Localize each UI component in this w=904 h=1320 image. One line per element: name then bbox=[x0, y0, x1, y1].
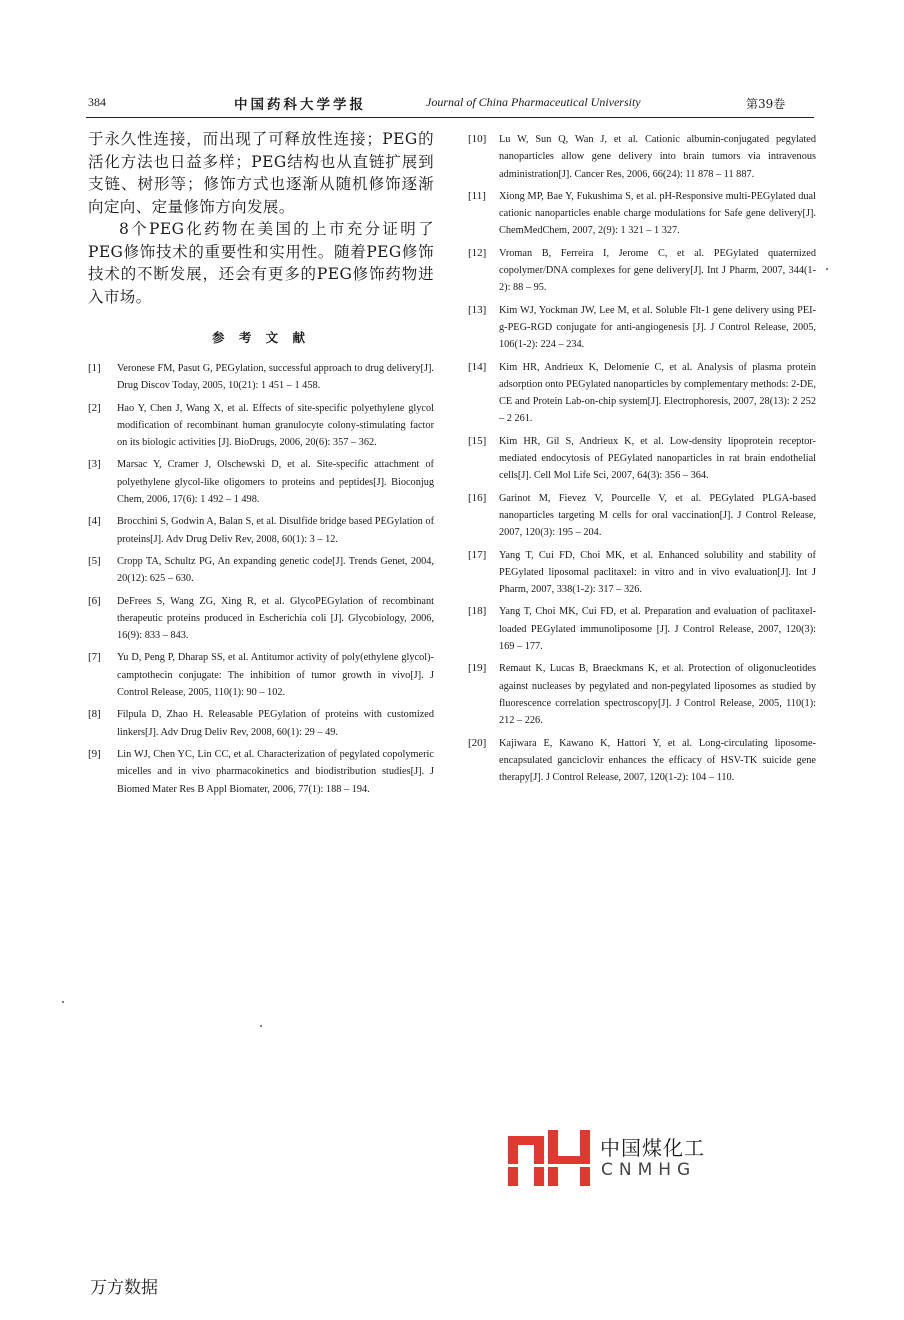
reference-item bbox=[468, 735, 816, 787]
journal-title-en: Journal of China Pharmaceutical University bbox=[426, 95, 641, 109]
reference-item bbox=[88, 400, 434, 452]
reference-number: [16] bbox=[468, 491, 487, 504]
reference-text: Kajiwara E, Kawano K, Hattori Y, et al. Long-circulating liposome-encapsulated ganciclovir enhances the efficacy of HSV-TK suicide gene therapy[J]. J Control Release, 2007, 120(1-2): 104 – 110. bbox=[499, 737, 816, 784]
reference-item bbox=[88, 360, 434, 395]
page-number: 384 bbox=[88, 95, 106, 109]
reference-text: Lin WJ, Chen YC, Lin CC, et al. Characterization of pegylated copolymeric micelles and in vivo pharmacokinetics and biodistribution studies[J]. J Biomed Mater Res B Appl Biomater, 2006, 77(1): 188 – 194. bbox=[117, 748, 434, 795]
reference-number: [2] bbox=[88, 401, 101, 414]
reference-number: [14] bbox=[468, 360, 487, 373]
reference-list-left bbox=[88, 360, 434, 798]
reference-item bbox=[468, 245, 816, 297]
reference-number: [11] bbox=[468, 189, 486, 202]
reference-number: [8] bbox=[88, 708, 101, 721]
reference-number: [5] bbox=[88, 554, 101, 567]
reference-item bbox=[468, 490, 816, 542]
reference-item bbox=[88, 593, 434, 645]
reference-item bbox=[88, 513, 434, 548]
reference-item bbox=[468, 131, 816, 183]
journal-title-cn: 中国药科大学学报 bbox=[234, 97, 366, 113]
reference-list-right bbox=[468, 131, 816, 786]
scan-speck bbox=[260, 1025, 262, 1027]
reference-number: [7] bbox=[88, 651, 101, 664]
reference-text: Veronese FM, Pasut G, PEGylation, successful approach to drug delivery[J]. Drug Discov Today, 2005, 10(21): 1 451 – 1 458. bbox=[117, 363, 434, 392]
scan-speck bbox=[62, 1001, 64, 1003]
wanfang-watermark: 万方数据 bbox=[90, 1278, 158, 1298]
body-paragraph: 8个PEG化药物在美国的上市充分证明了PEG修饰技术的重要性和实用性。随着PEG修饰技术的不断发展，还会有更多的PEG修饰药物进入市场。 bbox=[88, 220, 434, 306]
reference-text: Cropp TA, Schultz PG, An expanding genetic code[J]. Trends Genet, 2004, 20(12): 625 – 630. bbox=[117, 555, 434, 585]
logo-text-cn: 中国煤化工 bbox=[600, 1136, 705, 1160]
reference-text: Yang T, Cui FD, Choi MK, et al. Enhanced solubility and stability of PEGylated liposomal paclitaxel: in vitro and in vivo evaluation[J]. Int J Pharm, 2007, 338(1-2): 317 – 326. bbox=[499, 549, 816, 596]
reference-text: Lu W, Sun Q, Wan J, et al. Cationic albumin-conjugated pegylated nanoparticles allow gene delivery into brain tumors via intravenous administration[J]. Cancer Res, 2006, 66(24): 11 878 – 11 887. bbox=[499, 134, 816, 180]
reference-text: Brocchini S, Godwin A, Balan S, et al. Disulfide bridge based PEGylation of proteins[J]. Adv Drug Deliv Rev, 2008, 60(1): 3 – 12. bbox=[117, 516, 434, 545]
logo-text-en: CNMHG bbox=[601, 1160, 697, 1180]
reference-number: [6] bbox=[88, 594, 101, 607]
references-heading: 参 考 文 献 bbox=[211, 330, 311, 345]
reference-text: Remaut K, Lucas B, Braeckmans K, et al. Protection of oligonucleotides against nucleases by pegylated and non-pegylated liposomes as studied by fluorescence correlation spectroscopy[J]. J Control Release, 2005, 110(1): 212 – 226. bbox=[499, 663, 816, 727]
reference-item bbox=[88, 456, 434, 508]
reference-item bbox=[468, 359, 816, 428]
reference-text: Kim HR, Andrieux K, Delomenie C, et al. Analysis of plasma protein adsorption onto PEGylated nanoparticles by complementary methods: 2-DE, CE and Protein Lab-on-chip system[J]. Electrophoresis, 2007, 28(13): 2 252 – 2 261. bbox=[499, 361, 816, 425]
reference-number: [15] bbox=[468, 434, 487, 447]
reference-number: [17] bbox=[468, 548, 487, 561]
reference-text: Filpula D, Zhao H. Releasable PEGylation of proteins with customized linkers[J]. Adv Drug Deliv Rev, 2008, 60(1): 29 – 49. bbox=[117, 709, 434, 738]
reference-number: [13] bbox=[468, 303, 487, 316]
reference-number: [20] bbox=[468, 736, 487, 749]
scan-speck bbox=[826, 268, 828, 270]
reference-item bbox=[468, 603, 816, 655]
right-column bbox=[468, 131, 816, 791]
left-column bbox=[88, 128, 434, 803]
reference-number: [9] bbox=[88, 747, 101, 760]
reference-item bbox=[88, 746, 434, 798]
reference-text: Vroman B, Ferreira I, Jerome C, et al. PEGylated quaternized copolymer/DNA complexes for gene delivery[J]. Int J Pharm, 2007, 344(1-2): 88 – 95. bbox=[499, 247, 816, 294]
reference-item bbox=[468, 660, 816, 729]
reference-number: [1] bbox=[88, 362, 101, 374]
reference-item bbox=[468, 188, 816, 240]
reference-text: Xiong MP, Bae Y, Fukushima S, et al. pH-Responsive multi-PEGylated dual cationic nanoparticles enable charge modulations for Safe gene delivery[J]. ChemMedChem, 2007, 2(9): 1 321 – 1 327. bbox=[499, 190, 816, 237]
reference-text: Yang T, Choi MK, Cui FD, et al. Preparation and evaluation of paclitaxel-loaded PEGylated immunoliposome [J]. J Control Release, 2007, 120(3): 169 – 177. bbox=[499, 606, 816, 653]
reference-item bbox=[88, 553, 434, 588]
reference-item bbox=[468, 547, 816, 599]
header-divider bbox=[86, 117, 814, 118]
reference-item bbox=[468, 302, 816, 354]
reference-number: [3] bbox=[88, 458, 101, 471]
reference-text: Garinot M, Fievez V, Pourcelle V, et al. PEGylated PLGA-based nanoparticles targeting M cells for oral vaccination[J]. J Control Release, 2007, 120(3): 195 – 204. bbox=[499, 492, 816, 539]
reference-number: [10] bbox=[468, 133, 487, 145]
reference-text: Yu D, Peng P, Dharap SS, et al. Antitumor activity of poly(ethylene glycol)-camptothecin conjugate: The inhibition of tumor growth in vivo[J]. J Control Release, 2005, 110(1): 90 – 102. bbox=[117, 652, 434, 699]
reference-number: [4] bbox=[88, 515, 101, 528]
reference-text: Hao Y, Chen J, Wang X, et al. Effects of site-specific polyethylene glycol modification of recombinant human granulocyte colony-stimulating factor on its biologic activities [J]. BioDrugs, 2006, 20(6): 357 – 362. bbox=[117, 402, 434, 449]
reference-text: Marsac Y, Cramer J, Olschewski D, et al. Site-specific attachment of polyethylene glycol-like oligomers to proteins and peptides[J]. Bioconjug Chem, 2006, 17(6): 1 492 – 1 498. bbox=[117, 459, 434, 506]
reference-number: [18] bbox=[468, 605, 487, 618]
volume-label: 第39卷 bbox=[746, 97, 786, 111]
watermark-logo bbox=[508, 1130, 718, 1186]
reference-number: [19] bbox=[468, 662, 487, 675]
reference-text: DeFrees S, Wang ZG, Xing R, et al. GlycoPEGylation of recombinant therapeutic proteins produced in Escherichia coli [J]. Glycobiology, 2006, 16(9): 833 – 843. bbox=[117, 595, 434, 642]
body-paragraph: 于永久性连接，而出现了可释放性连接；PEG的活化方法也日益多样；PEG结构也从直链扩展到支链、树形等；修饰方式也逐渐从随机修饰逐渐向定向、定量修饰方向发展。 bbox=[88, 130, 434, 216]
reference-item bbox=[468, 433, 816, 485]
reference-text: Kim WJ, Yockman JW, Lee M, et al. Soluble Flt-1 gene delivery using PEI-g-PEG-RGD conjugate for anti-angiogenesis [J]. J Control Release, 2005, 106(1-2): 224 – 234. bbox=[499, 304, 816, 351]
reference-item bbox=[88, 706, 434, 741]
reference-text: Kim HR, Gil S, Andrieux K, et al. Low-density lipoprotein receptor-mediated endocytosis of PEGylated nanoparticles in rat brain endothelial cells[J]. Cell Mol Life Sci, 2007, 64(3): 356 – 364. bbox=[499, 435, 816, 482]
reference-item bbox=[88, 649, 434, 701]
reference-number: [12] bbox=[468, 246, 487, 259]
running-header bbox=[86, 92, 814, 114]
cnmhg-logo-icon bbox=[508, 1130, 592, 1186]
